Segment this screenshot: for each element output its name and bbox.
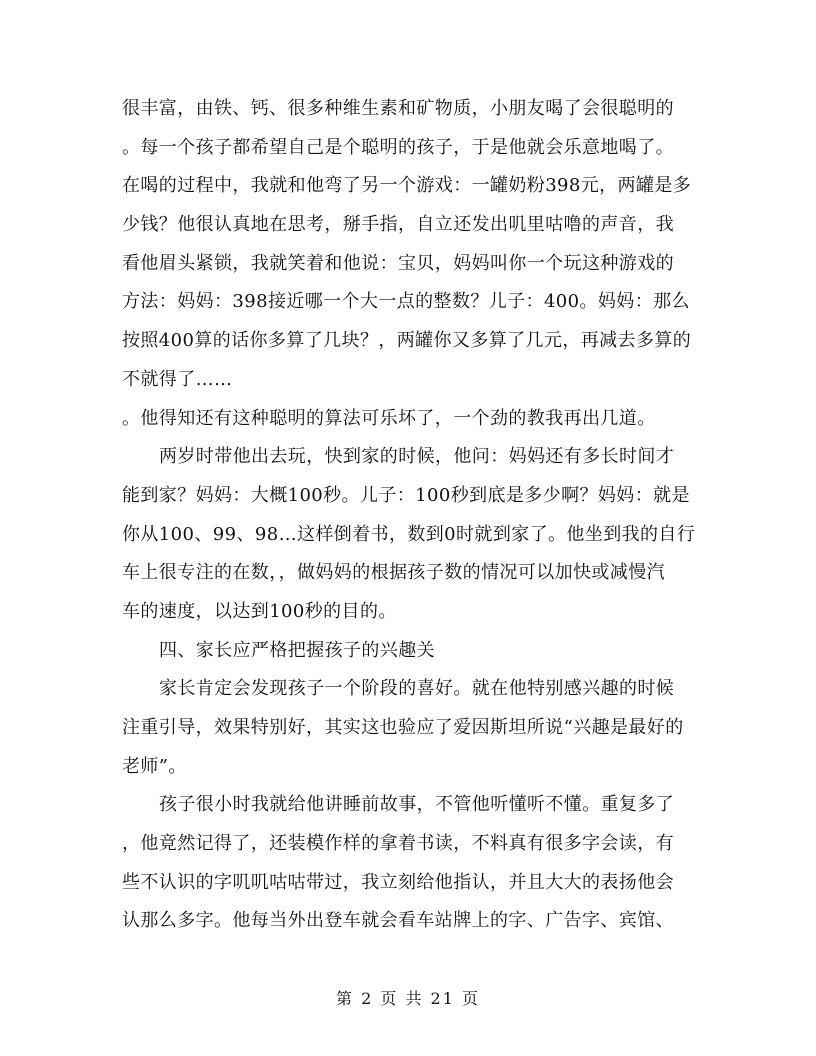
text-line: 些不认识的字叽叽咕咕带过，我立刻给他指认，并且大大的表扬他会 bbox=[122, 871, 674, 893]
text-line: ，他竟然记得了，还装模作样的拿着书读，不料真有很多字会读，有 bbox=[122, 833, 674, 855]
text-line: 在喝的过程中，我就和他弯了另一个游戏：一罐奶粉398元，两罐是多 bbox=[122, 175, 692, 197]
text-line: 能到家？妈妈：大概100秒。儿子：100秒到底是多少啊？妈妈：就是 bbox=[122, 484, 690, 506]
text-line: 少钱？他很认真地在思考，掰手指，自立还发出叽里咕噜的声音，我 bbox=[122, 214, 674, 236]
body-text bbox=[122, 90, 702, 941]
text-line: 两岁时带他出去玩，快到家的时候，他问：妈妈还有多长时间才 bbox=[159, 446, 675, 468]
page-footer: 第 2 页 共 21 页 bbox=[336, 989, 480, 1008]
text-line: 。他得知还有这种聪明的算法可乐坏了，一个劲的教我再出几道。 bbox=[122, 407, 656, 429]
text-line: 方法：妈妈：398接近哪一个大一点的整数？儿子：400。妈妈：那么 bbox=[122, 291, 690, 313]
text-line: 看他眉头紧锁，我就笑着和他说：宝贝，妈妈叫你一个玩这种游戏的 bbox=[122, 252, 674, 274]
text-line: 很丰富，由铁、钙、很多种维生素和矿物质，小朋友喝了会很聪明的 bbox=[122, 98, 674, 119]
text-line: 不就得了…… bbox=[122, 368, 233, 390]
text-line: 你从100、99、98…这样倒着书，数到0时就到家了。他坐到我的自行 bbox=[122, 523, 696, 545]
text-line: 孩子很小时我就给他讲睡前故事，不管他听懂听不懂。重复多了 bbox=[159, 794, 675, 816]
text-line: 车上很专注的在数，，做妈妈的根据孩子数的情况可以加快或减慢汽 bbox=[122, 562, 665, 584]
text-line: 认那么多字。他每当外出登车就会看车站牌上的字、广告字、宾馆、 bbox=[122, 910, 674, 932]
text-line: 家长肯定会发现孩子一个阶段的喜好。就在他特别感兴趣的时候 bbox=[159, 678, 675, 700]
text-line: 四、家长应严格把握孩子的兴趣关 bbox=[159, 639, 435, 661]
text-line: 注重引导，效果特别好，其实这也验应了爱因斯坦所说“兴趣是最好的 bbox=[122, 717, 684, 738]
text-line: 老师”。 bbox=[122, 755, 187, 777]
text-line: 。每一个孩子都希望自己是个聪明的孩子，于是他就会乐意地喝了。 bbox=[122, 136, 674, 158]
text-line: 车的速度，以达到100秒的目的。 bbox=[122, 600, 397, 622]
text-line: 按照400算的话你多算了几块？，两罐你又多算了几元，再减去多算的 bbox=[122, 330, 692, 352]
